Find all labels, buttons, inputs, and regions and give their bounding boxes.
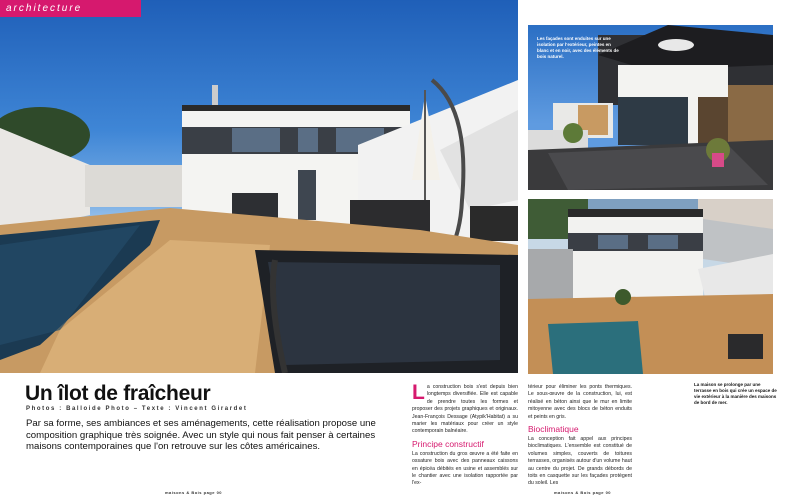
page-gutter [518, 0, 528, 500]
col1-intro: a construction bois s'est depuis bien longtemps diversifiée. Elle est capable de prendre toutes les formes et proposer des projets graphiques et originaux. Jean-François Dessage (Atypik'Habitat) a su marier les matériaux pour créer un style contemporain balnéaire. [412, 384, 518, 435]
article-credits: Photos : Balloide Photo – Texte : Vincent Girardet [26, 406, 248, 412]
folio-left: maisons & Bois page 00 [165, 490, 223, 495]
folio-right: maisons & Bois page 00 [554, 490, 612, 495]
bottom-right-photo [528, 199, 773, 374]
subhead-bioclimatique: Bioclimatique [528, 424, 579, 435]
section-tag: architecture [0, 0, 141, 17]
col2-intro: térieur pour éliminer les ponts thermiques. Le sous-œuvre de la construction, lui, est réalisé en béton ainsi que le mur en limite mitoyenne avec des blocs de béton enduits et peints en gris. [528, 384, 632, 420]
caption-bottom-right: La maison se prolonge par une terrasse en bois qui crée un espace de vie extérieur à la manière des maisons de bord de mer. [694, 382, 777, 405]
col2-body: La conception fait appel aux principes bioclimatiques. L'ensemble est constitué de volumes simples, couverts de toitures terrasses, organisés autour d'un volume haut au centre du projet. De grands débords de toits en casquette sur les façades protègent du soleil. Les [528, 436, 632, 487]
subhead-principe: Principe constructif [412, 438, 484, 449]
text-column-1 [412, 381, 518, 488]
main-photo [0, 0, 518, 373]
caption-top-right: Les façades sont enduites sur une isolation par l'extérieur, peintes en blanc et en noir, avec des éléments de bois naturel. [537, 36, 619, 59]
article-title: Un îlot de fraîcheur [25, 382, 211, 405]
drop-cap: L [412, 381, 425, 404]
article-lead: Par sa forme, ses ambiances et ses aménagements, cette réalisation propose une composition graphique très soignée. Avec un style qui nous fait penser à certaines maisons contemporaines que l'on retrouve sur les côtes américaines. [26, 418, 376, 452]
text-column-2 [528, 384, 632, 488]
col1-body: La construction du gros œuvre a été faite en ossature bois avec des panneaux caissons en épicéa débités en usine et assemblés sur le chantier avec une isolation rapportée par l'ex- [412, 450, 518, 487]
